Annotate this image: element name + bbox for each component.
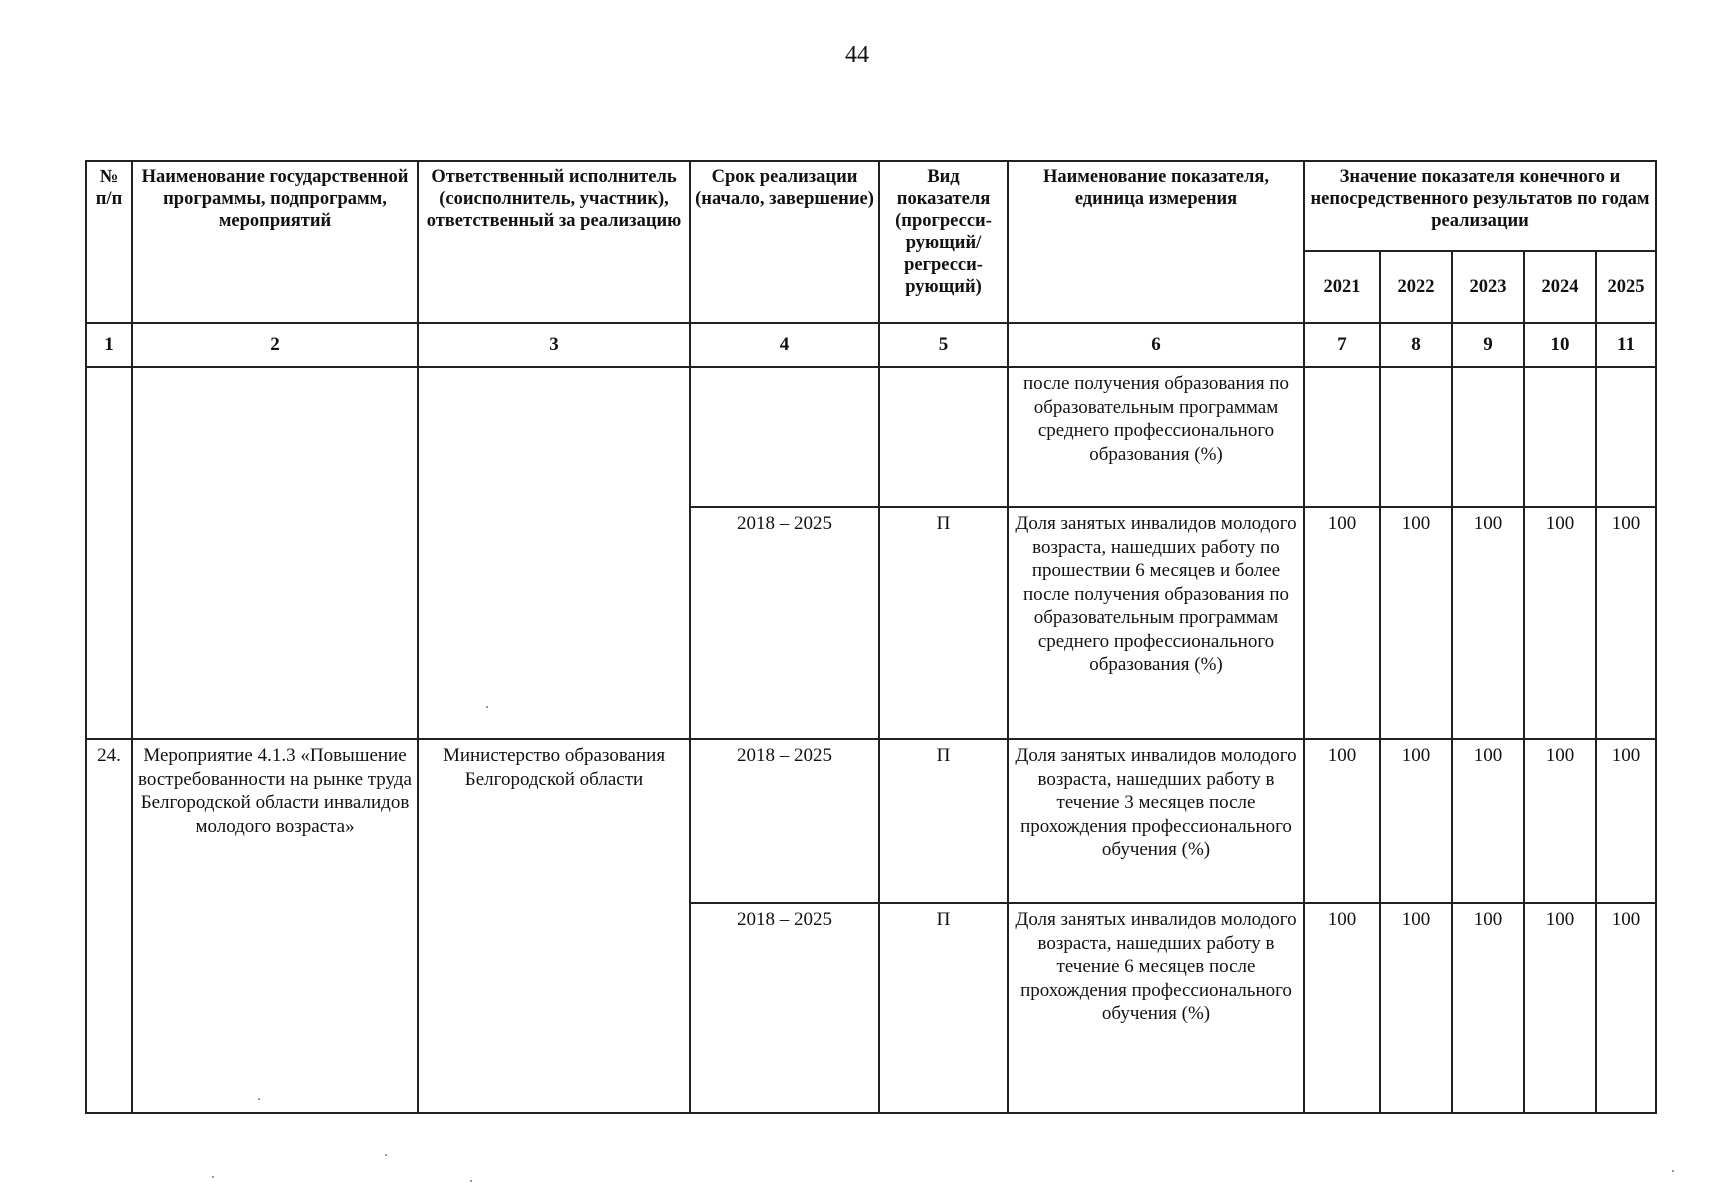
row-number-cell: 24. xyxy=(86,739,132,1113)
column-number: 11 xyxy=(1596,323,1656,367)
indicator-name-cell: Доля занятых инвалидов молодого возраста, нашедших работу в течение 6 месяцев после прохождения профессионального обучения (%) xyxy=(1008,903,1304,1113)
value-cell: 100 xyxy=(1304,507,1380,739)
scan-speck xyxy=(470,1180,472,1182)
value-cell: 100 xyxy=(1452,739,1524,903)
value-cell xyxy=(1596,367,1656,507)
value-cell: 100 xyxy=(1524,739,1596,903)
value-cell xyxy=(1304,367,1380,507)
period-cell: 2018 – 2025 xyxy=(690,739,879,903)
table-row xyxy=(86,739,1656,903)
value-cell xyxy=(1452,367,1524,507)
indicator-name-cell: Доля занятых инвалидов молодого возраста, нашедших работу по прошествии 6 месяцев и более после получения образования по образовательным программам среднего профессионального образования (%) xyxy=(1008,507,1304,739)
value-cell: 100 xyxy=(1452,507,1524,739)
header-year: 2021 xyxy=(1304,251,1380,323)
executor-cell: Министерство образования Белгородской области xyxy=(418,739,690,1113)
indicator-type-cell: П xyxy=(879,903,1008,1113)
indicator-name-cell: после получения образования по образовательным программам среднего профессионального образования (%) xyxy=(1008,367,1304,507)
header-period: Срок реализации (начало, завершение) xyxy=(690,161,879,323)
value-cell: 100 xyxy=(1380,903,1452,1113)
indicators-table xyxy=(85,160,1657,1114)
header-year: 2024 xyxy=(1524,251,1596,323)
scan-speck xyxy=(212,1176,214,1178)
column-number: 3 xyxy=(418,323,690,367)
column-number: 5 xyxy=(879,323,1008,367)
value-cell xyxy=(1524,367,1596,507)
column-number: 2 xyxy=(132,323,418,367)
value-cell: 100 xyxy=(1380,507,1452,739)
value-cell: 100 xyxy=(1524,507,1596,739)
scan-speck xyxy=(385,1154,387,1156)
header-number: № п/п xyxy=(86,161,132,323)
indicator-name-cell: Доля занятых инвалидов молодого возраста, нашедших работу в течение 3 месяцев после прохождения профессионального обучения (%) xyxy=(1008,739,1304,903)
period-cell: 2018 – 2025 xyxy=(690,903,879,1113)
header-indicator-name: Наименование показателя, единица измерения xyxy=(1008,161,1304,323)
header-year: 2023 xyxy=(1452,251,1524,323)
scan-speck xyxy=(1672,1170,1674,1172)
value-cell: 100 xyxy=(1524,903,1596,1113)
scan-speck xyxy=(258,1098,260,1100)
period-cell xyxy=(690,367,879,507)
table-row xyxy=(86,367,1656,507)
period-cell: 2018 – 2025 xyxy=(690,507,879,739)
header-program-name: Наименование государственной программы, подпрограмм, мероприятий xyxy=(132,161,418,323)
row-number-cell xyxy=(86,367,132,739)
column-numbers-row xyxy=(86,323,1656,367)
value-cell: 100 xyxy=(1452,903,1524,1113)
program-name-cell: Мероприятие 4.1.3 «Повышение востребованности на рынке труда Белгородской области инвалидов молодого возраста» xyxy=(132,739,418,1113)
column-number: 7 xyxy=(1304,323,1380,367)
indicator-type-cell xyxy=(879,367,1008,507)
column-number: 8 xyxy=(1380,323,1452,367)
header-year: 2022 xyxy=(1380,251,1452,323)
page-number: 44 xyxy=(845,42,869,68)
column-number: 4 xyxy=(690,323,879,367)
column-number: 9 xyxy=(1452,323,1524,367)
header-executor: Ответственный исполнитель (соисполнитель, участник), ответственный за реализацию xyxy=(418,161,690,323)
header-row xyxy=(86,161,1656,251)
column-number: 1 xyxy=(86,323,132,367)
value-cell: 100 xyxy=(1596,739,1656,903)
header-values-group: Значение показателя конечного и непосредственного результатов по годам реализации xyxy=(1304,161,1656,251)
value-cell: 100 xyxy=(1596,507,1656,739)
value-cell: 100 xyxy=(1304,903,1380,1113)
value-cell: 100 xyxy=(1304,739,1380,903)
executor-cell xyxy=(418,367,690,739)
header-year: 2025 xyxy=(1596,251,1656,323)
value-cell: 100 xyxy=(1380,739,1452,903)
value-cell xyxy=(1380,367,1452,507)
column-number: 10 xyxy=(1524,323,1596,367)
column-number: 6 xyxy=(1008,323,1304,367)
value-cell: 100 xyxy=(1596,903,1656,1113)
program-name-cell xyxy=(132,367,418,739)
header-indicator-type: Вид показателя (прогресси-рующий/ регресси-рующий) xyxy=(879,161,1008,323)
indicator-type-cell: П xyxy=(879,739,1008,903)
indicator-type-cell: П xyxy=(879,507,1008,739)
scan-speck xyxy=(486,706,488,708)
